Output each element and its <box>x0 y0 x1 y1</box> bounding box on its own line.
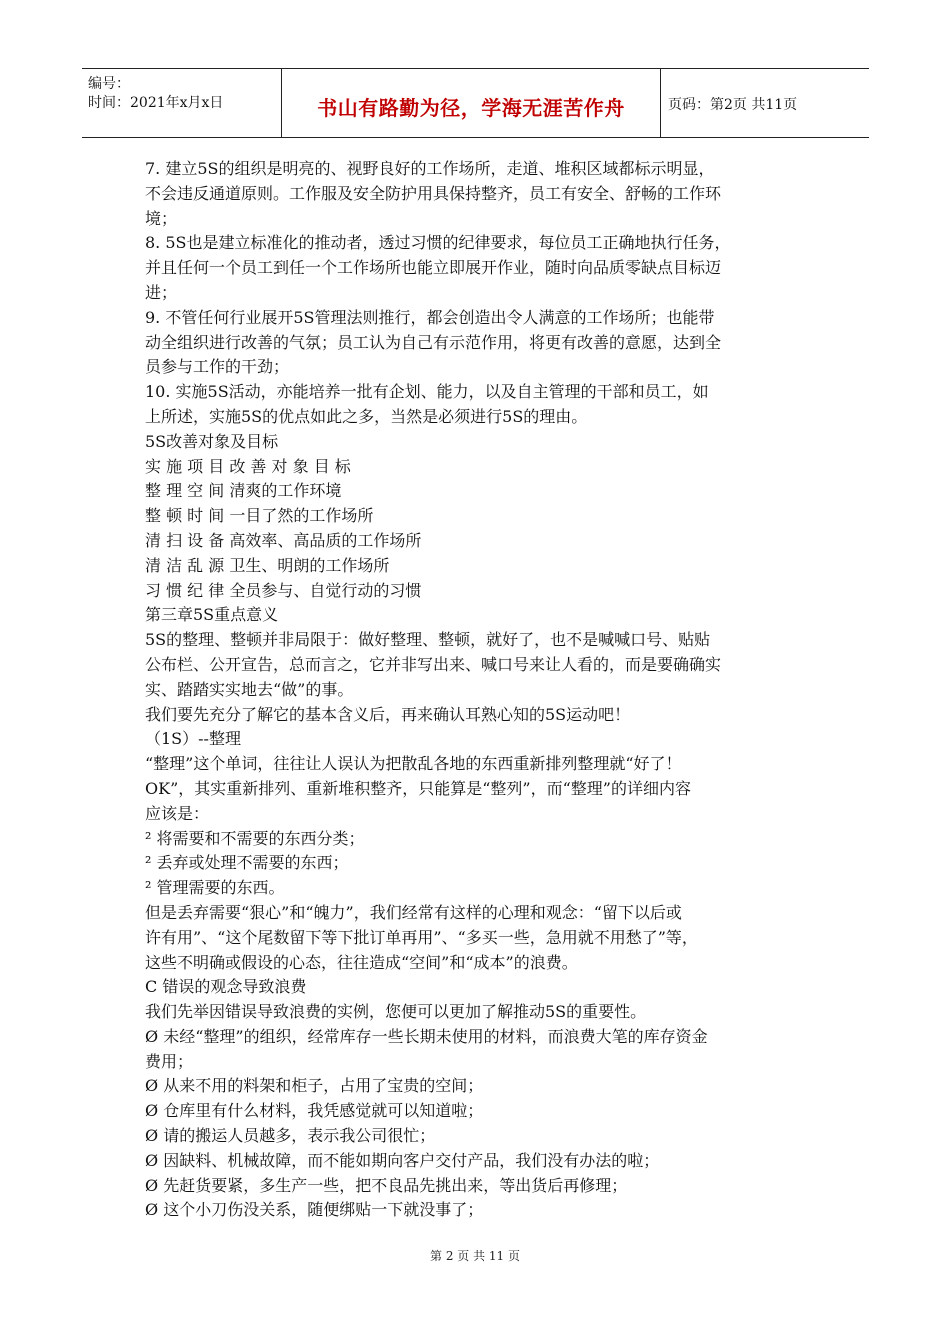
table-row: 清 扫 设 备 高效率、高品质的工作场所 <box>145 530 422 550</box>
text-line: 但是丢弃需要“狠心”和“魄力”，我们经常有这样的心理和观念：“留下以后或 <box>145 902 682 922</box>
bullet-item: ² 管理需要的东西。 <box>145 878 285 898</box>
chapter-heading: 第三章5S重点意义 <box>145 605 279 625</box>
bullet-item: Ø 未经“整理”的组织，经常库存一些长期未使用的材料，而浪费大笔的库存资金 <box>145 1026 708 1046</box>
text-line: 这些不明确或假设的心态，往往造成“空间”和“成本”的浪费。 <box>145 952 578 972</box>
table-row: 整 顿 时 间 一目了然的工作场所 <box>145 506 374 526</box>
bullet-item: Ø 这个小刀伤没关系，随便绑贴一下就没事了； <box>145 1200 484 1220</box>
text-line: 境； <box>145 208 178 228</box>
text-line: 许有用”、“这个尾数留下等下批订单再用”、“多买一些，急用就不用愁了”等， <box>145 927 698 947</box>
text-line: 9. 不管任何行业展开5S管理法则推行，都会创造出令人满意的工作场所；也能带 <box>145 307 715 327</box>
text-line: 上所述，实施5S的优点如此之多，当然是必须进行5S的理由。 <box>145 406 588 426</box>
bullet-item: Ø 从来不用的料架和柜子，占用了宝贵的空间； <box>145 1076 484 1096</box>
text-line: 进； <box>145 282 178 302</box>
text-line: 5S的整理、整顿并非局限于：做好整理、整顿，就好了，也不是喊喊口号、贴贴 <box>145 630 711 650</box>
text-line: 7. 建立5S的组织是明亮的、视野良好的工作场所，走道、堆积区域都标示明显， <box>145 159 715 178</box>
text-line: 10. 实施5S活动，亦能培养一批有企划、能力，以及自主管理的干部和员工，如 <box>145 382 709 402</box>
text-line: 费用； <box>145 1051 194 1071</box>
document-date-label: 时间：2021年x月x日 <box>88 95 224 111</box>
text-line: 不会违反通道原则。工作服及安全防护用具保持整齐，员工有安全、舒畅的工作环 <box>145 183 722 203</box>
page-footer: 第 2 页 共 11 页 <box>430 1249 520 1263</box>
bullet-item: Ø 先赶货要紧，多生产一些，把不良品先挑出来，等出货后再修理； <box>145 1175 628 1195</box>
text-line: 应该是： <box>145 803 210 823</box>
bullet-item: Ø 请的搬运人员越多，表示我公司很忙； <box>145 1126 436 1146</box>
document-number-label: 编号： <box>88 76 130 92</box>
table-row: 整 理 空 间 清爽的工作环境 <box>145 481 342 501</box>
bullet-item: ² 将需要和不需要的东西分类； <box>145 828 365 848</box>
text-line: 实、踏踏实实地去“做”的事。 <box>145 679 354 699</box>
text-line: OK”，其实重新排列、重新堆积整齐，只能算是“整列”，而“整理”的详细内容 <box>145 778 691 798</box>
table-row: 清 洁 乱 源 卫生、明朗的工作场所 <box>145 555 390 575</box>
bullet-item: ² 丢弃或处理不需要的东西； <box>145 853 349 873</box>
table-row: 习 惯 纪 律 全员参与、自觉行动的习惯 <box>145 580 422 600</box>
text-line: 公布栏、公开宣告，总而言之，它并非写出来、喊口号来让人看的，而是要确确实 <box>145 654 722 674</box>
header-meta-cell <box>82 69 282 137</box>
header-page-number: 页码：第2页 共11页 <box>668 97 798 113</box>
header-motto-cell <box>282 69 661 137</box>
subsection-heading: （1S）--整理 <box>145 729 241 749</box>
text-line: 我们先举因错误导致浪费的实例，您便可以更加了解推动5S的重要性。 <box>145 1002 647 1022</box>
text-line: “整理”这个单词，往往让人误认为把散乱各地的东西重新排列整理就“好了！ <box>145 754 682 774</box>
text-line: 8. 5S也是建立标准化的推动者，透过习惯的纪律要求，每位员工正确地执行任务， <box>145 233 731 253</box>
text-line: 员参与工作的干劲； <box>145 357 290 377</box>
table-header-row: 实 施 项 目 改 善 对 象 目 标 <box>145 456 351 476</box>
bullet-item: Ø 因缺料、机械故障，而不能如期向客户交付产品，我们没有办法的啦； <box>145 1150 660 1170</box>
section-heading: 5S改善对象及目标 <box>145 431 279 451</box>
text-line: 我们要先充分了解它的基本含义后，再来确认耳熟心知的5S运动吧！ <box>145 704 631 724</box>
header-motto: 书山有路勤为径，学海无涯苦作舟 <box>317 96 625 120</box>
document-body <box>145 157 807 1223</box>
subsection-heading: C 错误的观念导致浪费 <box>145 977 307 997</box>
header-page-cell <box>660 69 869 137</box>
bullet-item: Ø 仓库里有什么材料，我凭感觉就可以知道啦； <box>145 1101 484 1121</box>
text-line: 动全组织进行改善的气氛；员工认为自己有示范作用，将更有改善的意愿，达到全 <box>145 332 722 352</box>
page-header <box>82 68 869 138</box>
text-line: 并且任何一个员工到任一个工作场所也能立即展开作业，随时向品质零缺点目标迈 <box>145 258 722 278</box>
